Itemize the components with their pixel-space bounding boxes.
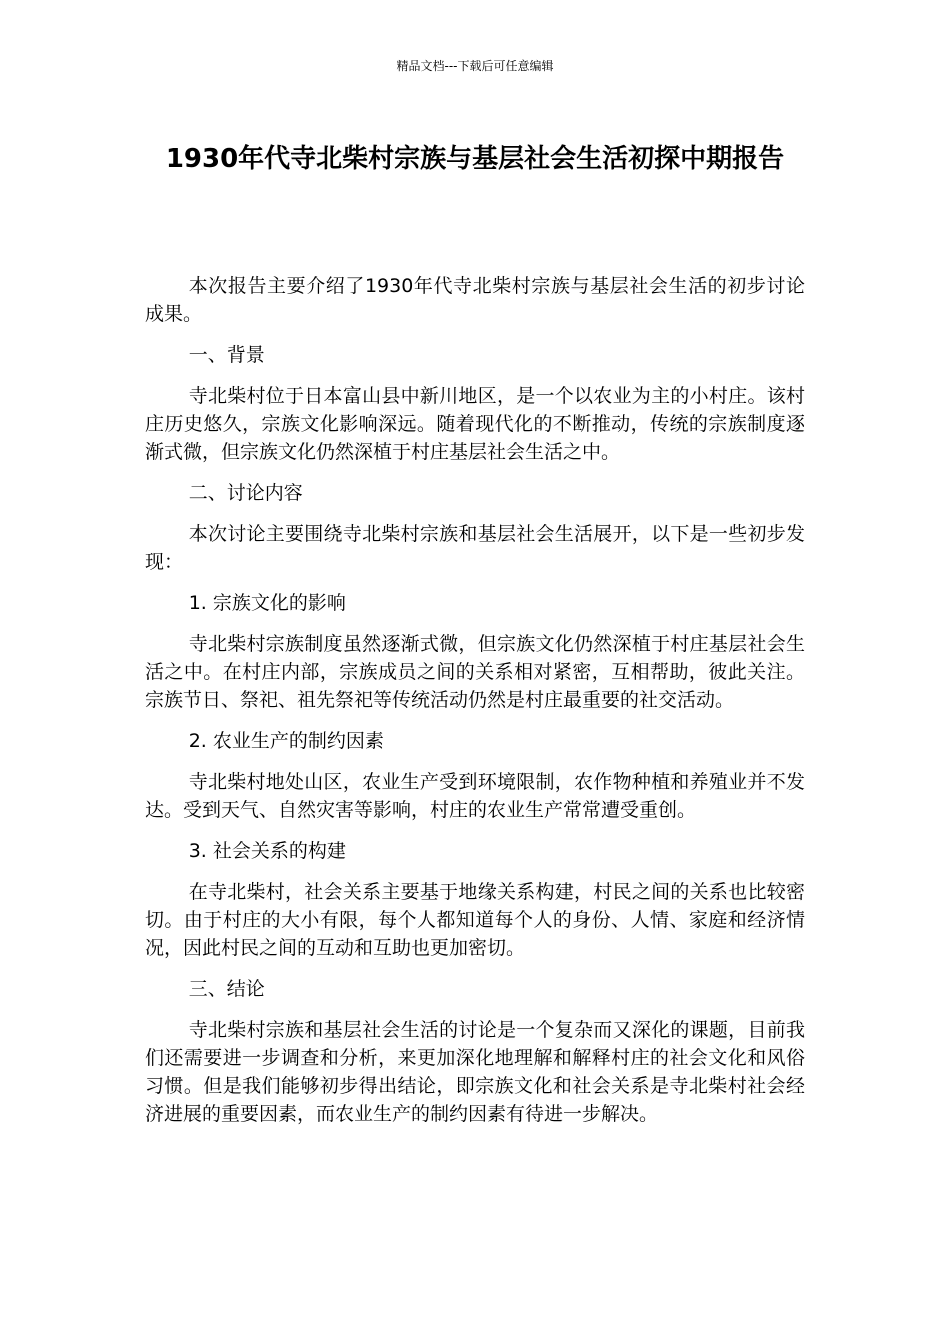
discussion-intro-paragraph: 本次讨论主要围绕寺北柴村宗族和基层社会生活展开，以下是一些初步发现： — [145, 523, 805, 573]
conclusion-paragraph: 寺北柴村宗族和基层社会生活的讨论是一个复杂而又深化的课题，目前我们还需要进一步调查和分析，来更加深化地理解和解释村庄的社会文化和风俗习惯。但是我们能够初步得出结论，即宗族文化和社会关系是寺北柴村社会经济进展的重要因素，而农业生产的制约因素有待进一步解决。 — [145, 1019, 805, 1125]
intro-paragraph: 本次报告主要介绍了1930年代寺北柴村宗族与基层社会生活的初步讨论成果。 — [145, 275, 805, 325]
subheading-clan-culture: 1. 宗族文化的影响 — [188, 592, 346, 614]
subheading-social-relations: 3. 社会关系的构建 — [188, 840, 346, 862]
subheading-agriculture: 2. 农业生产的制约因素 — [188, 730, 384, 752]
agriculture-paragraph: 寺北柴村地处山区，农业生产受到环境限制，农作物种植和养殖业并不发达。受到天气、自然灾害等影响，村庄的农业生产常常遭受重创。 — [145, 771, 805, 821]
background-paragraph: 寺北柴村位于日本富山县中新川地区，是一个以农业为主的小村庄。该村庄历史悠久，宗族文化影响深远。随着现代化的不断推动，传统的宗族制度逐渐式微，但宗族文化仍然深植于村庄基层社会生活之中。 — [145, 385, 805, 463]
section-heading-discussion: 二、讨论内容 — [188, 482, 303, 504]
document-body — [145, 272, 805, 1141]
document-title: 1930年代寺北柴村宗族与基层社会生活初探中期报告 — [165, 144, 785, 174]
section-heading-background: 一、背景 — [188, 344, 265, 366]
section-heading-conclusion: 三、结论 — [188, 978, 265, 1000]
clan-culture-paragraph: 寺北柴村宗族制度虽然逐渐式微，但宗族文化仍然深植于村庄基层社会生活之中。在村庄内部，宗族成员之间的关系相对紧密，互相帮助，彼此关注。宗族节日、祭祀、祖先祭祀等传统活动仍然是村庄最重要的社交活动。 — [145, 633, 805, 711]
social-relations-paragraph: 在寺北柴村，社会关系主要基于地缘关系构建，村民之间的关系也比较密切。由于村庄的大小有限，每个人都知道每个人的身份、人情、家庭和经济情况，因此村民之间的互动和互助也更加密切。 — [145, 881, 805, 959]
header-note: 精品文档---下载后可任意编辑 — [396, 59, 554, 73]
